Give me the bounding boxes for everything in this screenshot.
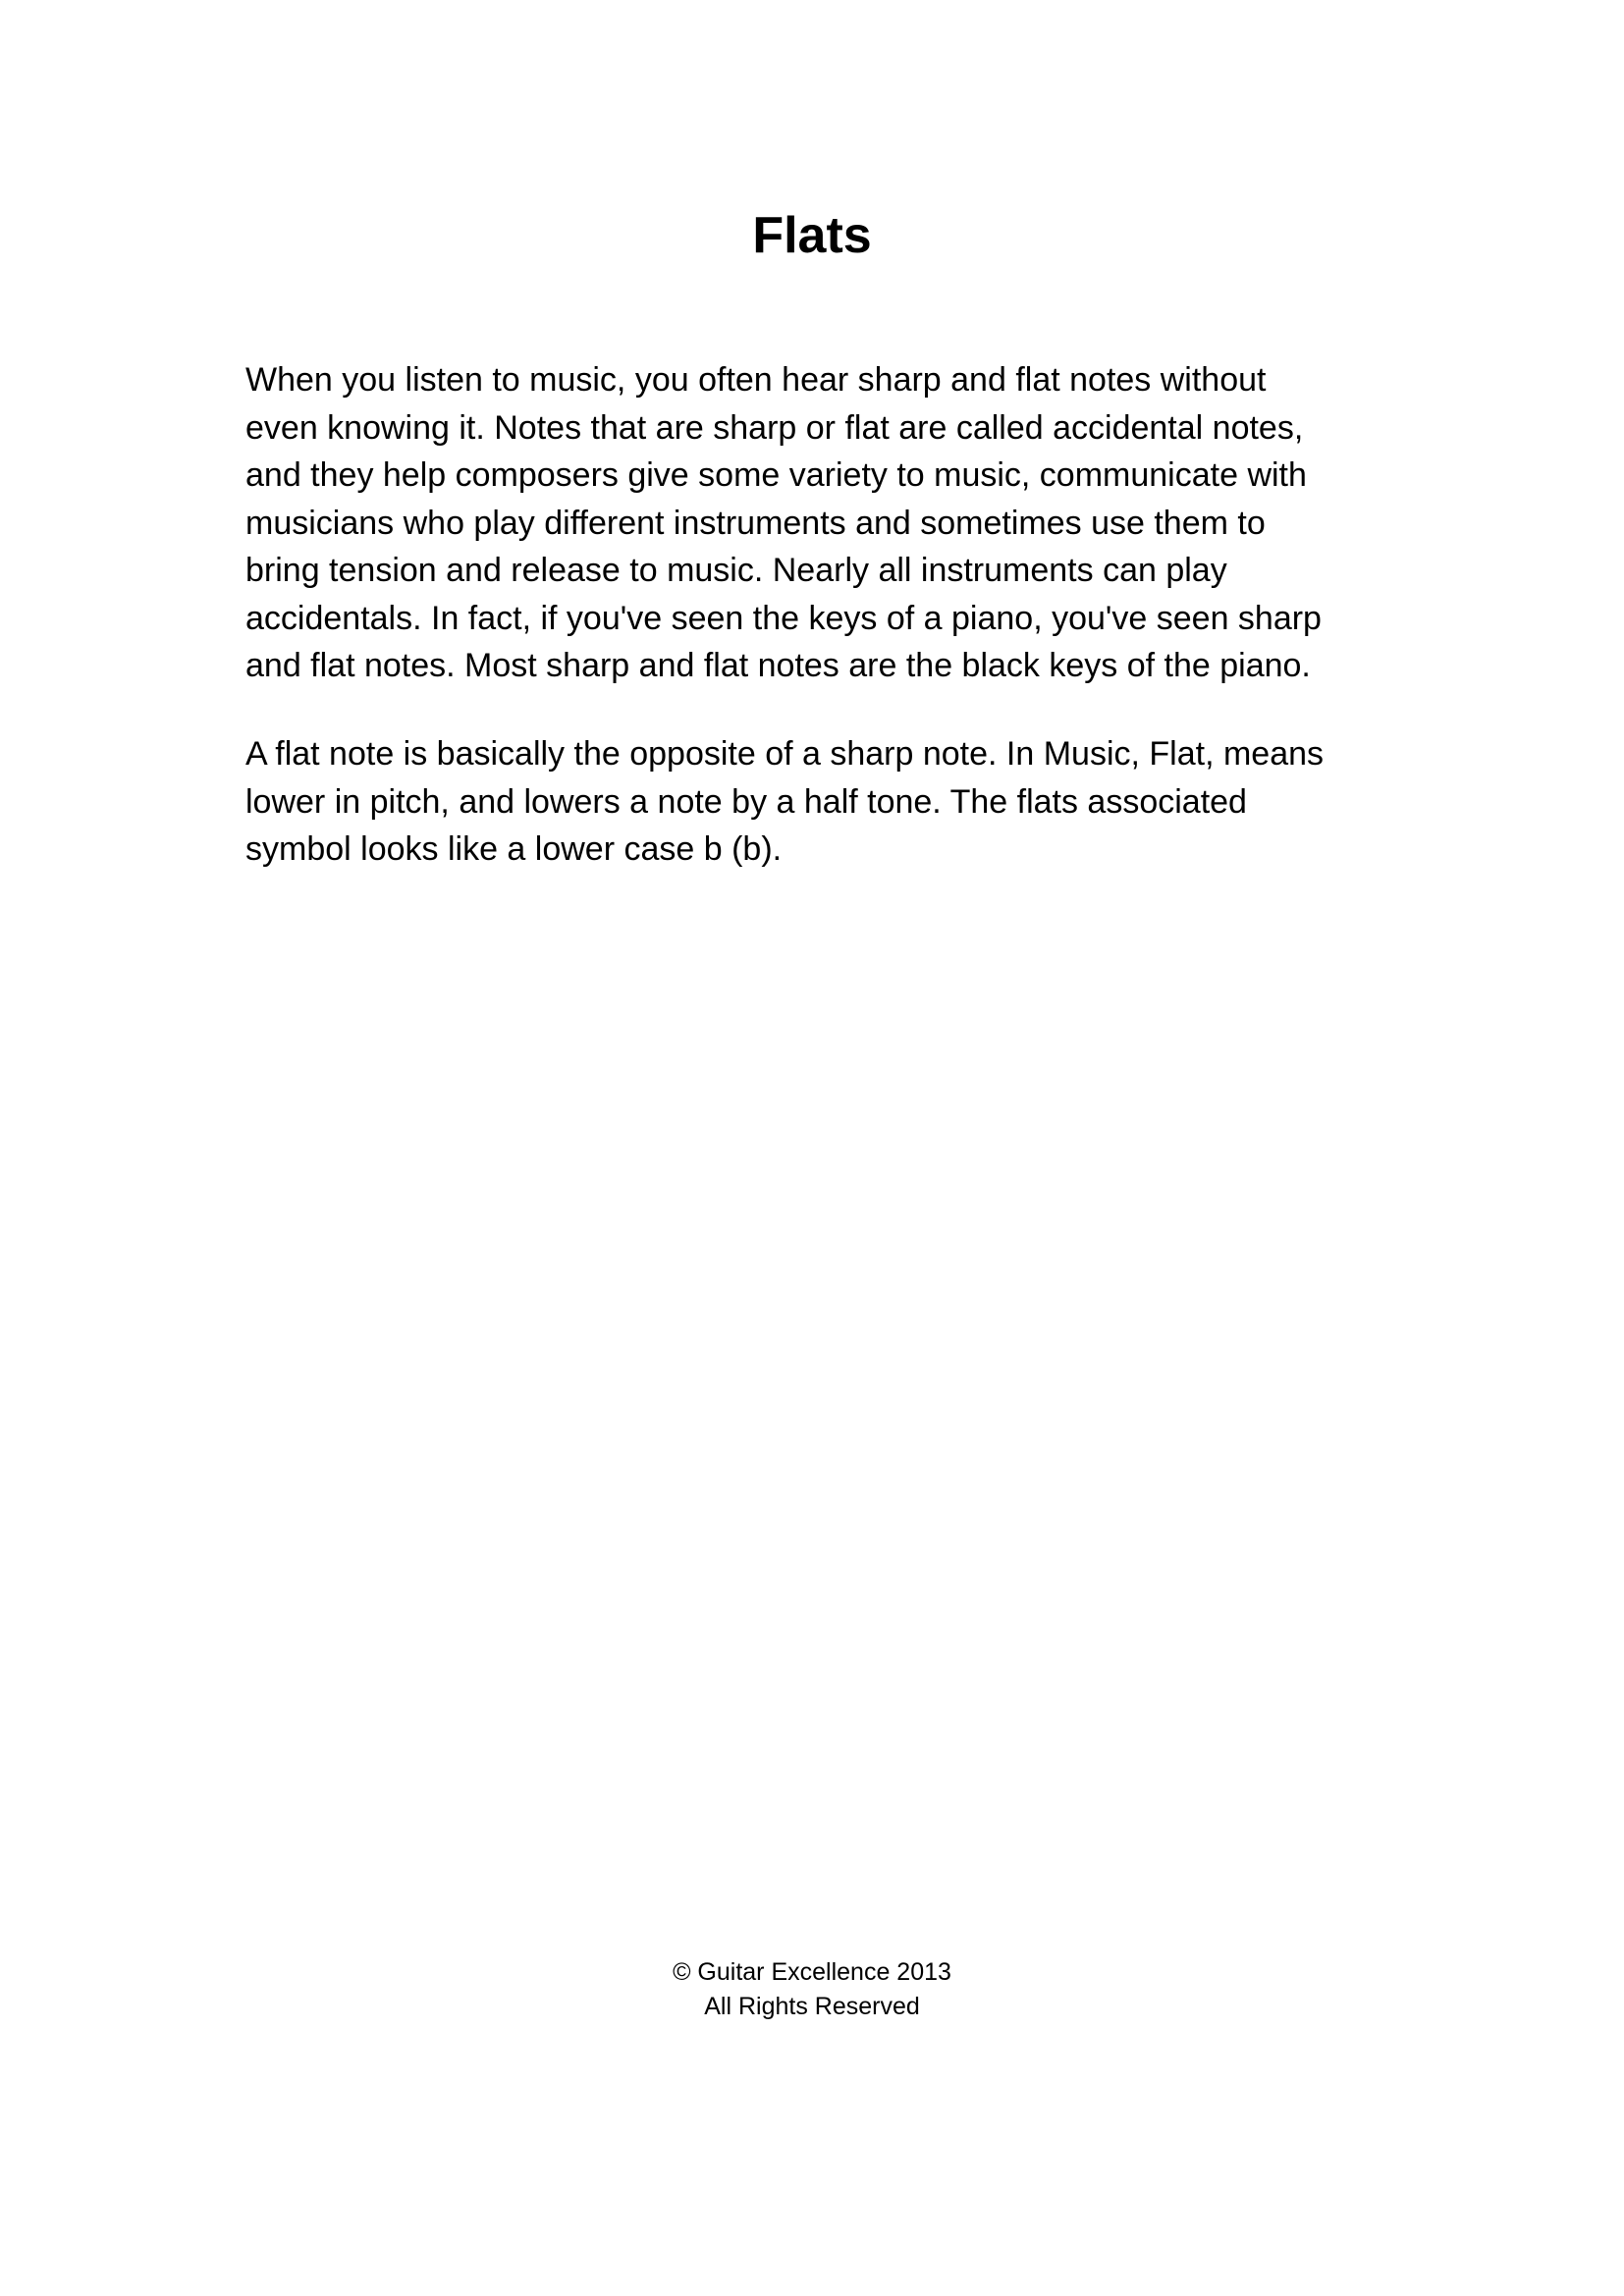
- body-paragraph-accidentals: When you listen to music, you often hear sharp and flat notes without even knowing it. Notes that are sharp or flat are called accidental notes, and they help composers give some variety to music, communicate with musicians who play different instruments and sometimes use them to bring tension and release to music. Nearly all instruments can play accidentals. In fact, if you've seen the keys of a piano, you've seen sharp and flat notes. Most sharp and flat notes are the black keys of the piano.: [245, 361, 1322, 684]
- body-paragraph-flat-definition: A flat note is basically the opposite of a sharp note. In Music, Flat, means lower in pitch, and lowers a note by a half tone. The flats associated symbol looks like a lower case b (b).: [245, 735, 1325, 868]
- footer-copyright: © Guitar Excellence 2013: [673, 1958, 951, 1986]
- footer-rights: All Rights Reserved: [704, 1993, 920, 2020]
- page-title: Flats: [752, 207, 872, 264]
- page-footer: [0, 1955, 1624, 2024]
